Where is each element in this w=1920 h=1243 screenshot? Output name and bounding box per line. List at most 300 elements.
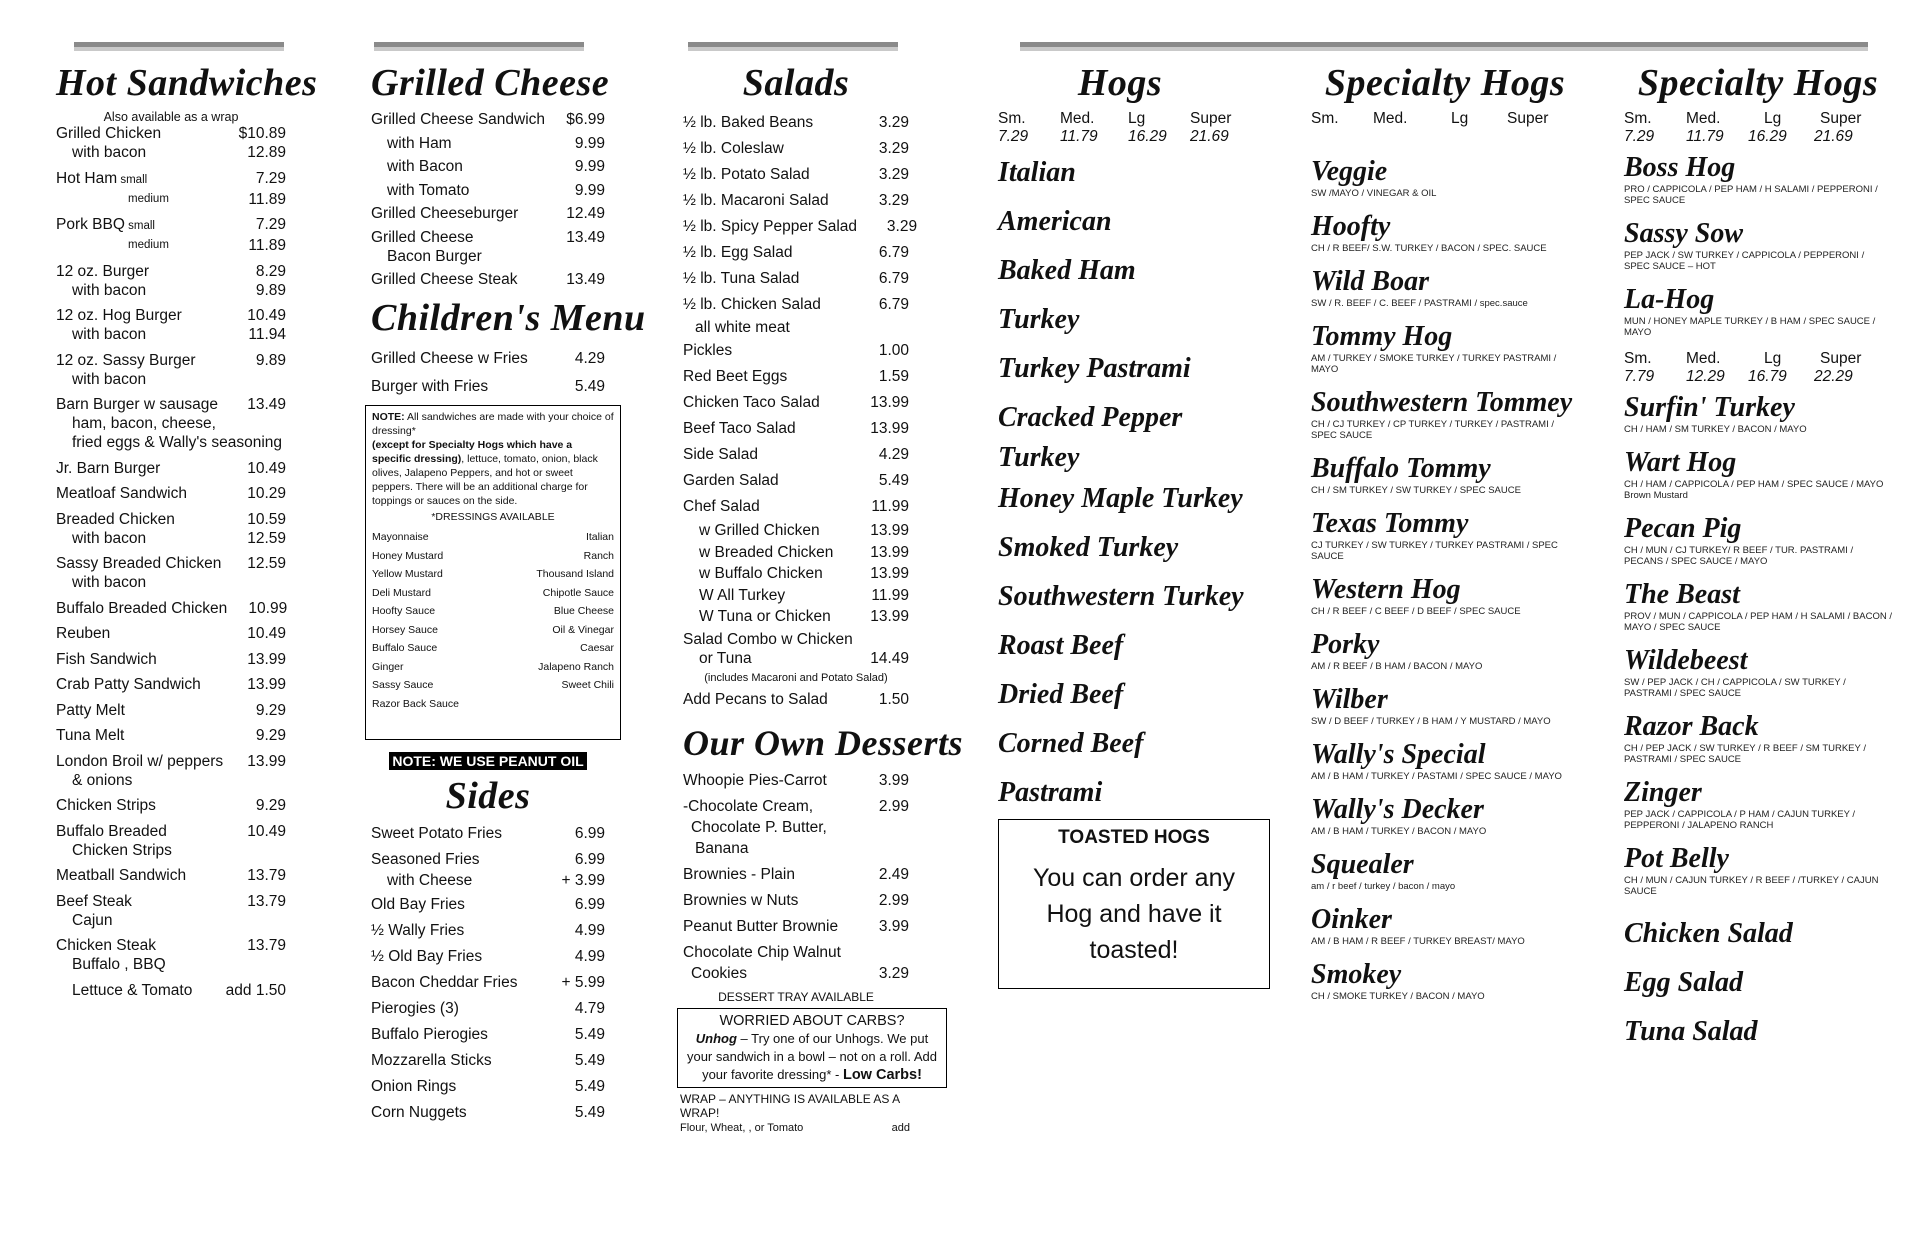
item-price: 3.99 (878, 771, 909, 789)
dressing-name: Caesar (580, 642, 614, 654)
menu-item (56, 726, 286, 745)
item-price: 13.49 (247, 396, 286, 413)
list-item (371, 1076, 605, 1098)
menu-item (371, 972, 605, 994)
section-title: Our Own Desserts (683, 722, 964, 763)
list-item (56, 822, 286, 841)
item-price: 6.79 (878, 296, 909, 313)
item-name: Buffalo , BBQ (72, 956, 166, 973)
item-name: w Grilled Chicken (699, 522, 820, 539)
list-item (371, 998, 605, 1020)
item-name: ½ lb. Chicken Salad (683, 296, 821, 313)
size-label: Lg (1764, 110, 1782, 127)
list-item (56, 911, 286, 930)
specialty-hog-name: Oinker (1311, 904, 1392, 935)
list-item (56, 370, 286, 389)
list-item (683, 338, 909, 364)
specialty-list (1624, 152, 1892, 338)
item-price: 9.89 (255, 351, 286, 369)
specialty-hog-ingredients: CH / HAM / CAPPICOLA / PEP HAM / SPEC SAUCE / MAYO Brown Mustard (1624, 479, 1884, 501)
dressing-row (372, 658, 614, 677)
dressing-name: Razor Back Sauce (372, 697, 459, 710)
list-item (683, 817, 909, 838)
list-item (683, 606, 909, 628)
item-name: Meatloaf Sandwich (56, 485, 187, 502)
item-name: Corn Nuggets (371, 1104, 467, 1121)
item-price: 3.29 (886, 218, 918, 235)
item-name: Jr. Barn Burger (56, 459, 161, 477)
item-price: 3.99 (878, 917, 909, 935)
carbs-box (677, 1008, 947, 1088)
specialty-hog-ingredients: SW / D BEEF / TURKEY / B HAM / Y MUSTARD / MAYO (1311, 716, 1551, 727)
item-price: 9.99 (574, 181, 605, 199)
menu-item (56, 752, 286, 790)
list-item (683, 266, 909, 292)
item-name: Buffalo Breaded Chicken (56, 599, 228, 617)
specialty-list (1624, 392, 1892, 897)
item-name: medium (128, 192, 169, 205)
specialty-hog-name: Hoofty (1311, 211, 1391, 242)
item-name: Sassy Breaded Chicken (56, 555, 222, 572)
sandwich-note-box (365, 405, 621, 740)
list-item (56, 955, 286, 974)
item-name: with bacon (72, 370, 147, 388)
item-price: 13.49 (566, 271, 605, 288)
menu-item (683, 916, 909, 937)
size-label: 7.29 (998, 128, 1029, 145)
item-name: Buffalo Pierogies (371, 1026, 488, 1043)
specialty-hog-ingredients: PEP JACK / CAPPICOLA / P HAM / CAJUN TURKEY / PEPPERONI / JALAPENO RANCH (1624, 809, 1856, 831)
hog-item: Baked Ham (998, 255, 1136, 286)
list-item (56, 892, 286, 911)
item-name: Crab Patty Sandwich (56, 676, 201, 693)
size-label: Med. (1686, 350, 1721, 367)
item-price: 13.99 (870, 543, 909, 561)
item-price: 12.49 (566, 205, 605, 222)
item-name: 12 oz. Hog Burger (56, 307, 182, 324)
specialty-hog-ingredients: CH / PEP JACK / SW TURKEY / R BEEF / SM TURKEY / PASTRAMI / SPEC SAUCE (1624, 743, 1866, 765)
size-headers (1624, 350, 1892, 368)
item-name: 12 oz. Burger (56, 262, 150, 280)
item-name: Chicken Strips (72, 841, 172, 859)
item-price: 6.99 (574, 825, 605, 842)
size-headers (1624, 110, 1892, 128)
list-item (56, 650, 286, 669)
toasted-hogs-box (998, 819, 1270, 989)
item-name: Grilled Cheeseburger (371, 205, 519, 222)
item-name: Onion Rings (371, 1078, 457, 1095)
dressing-row (372, 639, 614, 658)
list-item (371, 270, 605, 289)
list-item (56, 484, 286, 503)
item-price: 13.99 (247, 650, 286, 668)
size-label: Sm. (1624, 110, 1652, 127)
size-label: Super (1507, 110, 1549, 127)
item-name: Grilled Cheese Steak (371, 271, 518, 288)
divider (374, 42, 584, 51)
list-item (56, 726, 286, 745)
hog-item: Turkey Pastrami (998, 353, 1191, 384)
item-price: $6.99 (566, 111, 606, 128)
list-item (371, 157, 605, 176)
size-label: Super (1820, 110, 1862, 127)
menu-item (56, 124, 286, 162)
item-list (371, 345, 605, 401)
specialty-hog-name: Razor Back (1624, 711, 1759, 742)
menu-item (56, 701, 286, 720)
size-label: 16.29 (1748, 128, 1787, 145)
list-item (56, 236, 286, 255)
menu-item (56, 822, 286, 860)
specialty-hog-name: Tommy Hog (1311, 321, 1453, 352)
item-list (371, 110, 605, 289)
specialty-hog-name: Buffalo Tommy (1311, 453, 1491, 484)
item-name: W All Turkey (699, 586, 786, 604)
item-price: 10.29 (247, 485, 286, 502)
item-name: ½ lb. Tuna Salad (683, 270, 800, 287)
item-name: Red Beet Eggs (683, 368, 788, 385)
item-price: 6.79 (878, 270, 909, 287)
size-label: 16.79 (1748, 368, 1787, 385)
item-price: 4.99 (574, 948, 605, 965)
item-price (226, 911, 286, 930)
menu-item (56, 510, 286, 548)
size-label: 11.79 (1686, 128, 1724, 145)
specialty-hog-name: Porky (1311, 629, 1380, 660)
item-price: 13.99 (247, 676, 286, 693)
item-name: with bacon (72, 529, 147, 547)
list-item (683, 494, 909, 520)
menu-item (683, 796, 909, 859)
item-price (226, 573, 286, 592)
list-item (371, 134, 605, 153)
list-item (56, 143, 286, 162)
item-price: 10.49 (247, 459, 286, 477)
hot-sandwiches-section (56, 60, 318, 1006)
list-item (371, 1050, 605, 1072)
item-name: Cookies (691, 964, 747, 982)
hog-item: Southwestern Turkey (998, 581, 1244, 612)
specialty-hog-ingredients: CH / MUN / CAJUN TURKEY / R BEEF / /TURKEY / CAJUN SAUCE (1624, 875, 1879, 897)
item-price: 8.29 (255, 262, 286, 280)
item-name: Seasoned Fries (371, 851, 480, 868)
specialty-hog-ingredients: CH / R BEEF/ S.W. TURKEY / BACON / SPEC. SAUCE (1311, 243, 1547, 254)
menu-item (371, 920, 605, 942)
item-list (371, 823, 605, 1124)
dressing-name: Jalapeno Ranch (538, 660, 614, 673)
item-name: Cajun (72, 911, 113, 929)
specialty-hog-name: Wart Hog (1624, 447, 1737, 478)
dressing-row (372, 695, 614, 714)
dressing-name: Chipotle Sauce (542, 586, 614, 599)
menu-item (371, 849, 605, 890)
item-price: 9.99 (574, 134, 605, 152)
list-item (56, 573, 286, 592)
specialty-hog-ingredients: CH / HAM / SM TURKEY / BACON / MAYO (1624, 424, 1807, 435)
item-price: 12.59 (247, 555, 286, 572)
list-item (683, 390, 909, 416)
list-item (683, 442, 909, 468)
item-name: Barn Burger w sausage (56, 396, 218, 413)
menu-item (56, 351, 286, 389)
dressing-name: Honey Mustard (372, 549, 444, 562)
item-name: ½ Old Bay Fries (371, 948, 483, 965)
dressing-name: Thousand Island (536, 568, 614, 580)
item-price: 10.99 (248, 599, 288, 617)
list-item (683, 838, 909, 859)
hog-item: Italian (998, 157, 1076, 188)
specialty-hog-ingredients: AM / R BEEF / B HAM / BACON / MAYO (1311, 661, 1483, 672)
item-price: 9.89 (255, 281, 286, 299)
size-label: Med. (1373, 110, 1408, 127)
extras-list (1624, 909, 1892, 1056)
specialty-hog-ingredients: CH / R BEEF / C BEEF / D BEEF / SPEC SAUCE (1311, 606, 1521, 617)
item-price (226, 370, 286, 389)
list-item (56, 215, 286, 236)
hog-item: Dried Beef (998, 679, 1124, 710)
list-item (56, 395, 286, 414)
item-name: Mozzarella Sticks (371, 1052, 492, 1069)
menu-item (683, 890, 909, 911)
item-price: 13.79 (247, 892, 286, 910)
item-price: 5.49 (574, 378, 605, 395)
menu-item (371, 998, 605, 1020)
menu-item (56, 554, 286, 592)
dressing-name: Ranch (583, 549, 614, 562)
specialty-hogs-section-1 (1311, 60, 1579, 1014)
menu-item (371, 157, 605, 176)
divider (1020, 42, 1868, 51)
list-item (371, 204, 605, 223)
size-label: Lg (1764, 350, 1782, 367)
item-list (683, 770, 909, 984)
specialty-hog-ingredients: AM / B HAM / R BEEF / TURKEY BREAST/ MAYO (1311, 936, 1525, 947)
hog-item: Smoked Turkey (998, 532, 1179, 563)
list-item (683, 364, 909, 390)
list-item (371, 823, 605, 845)
item-price: 2.99 (878, 797, 909, 815)
list-item (56, 281, 286, 300)
item-list (683, 110, 918, 628)
menu-item (371, 1024, 605, 1046)
item-price (226, 955, 286, 974)
menu-item (371, 823, 605, 845)
menu-item (683, 770, 909, 791)
dressing-row (372, 547, 614, 566)
list-item (683, 942, 909, 963)
list-item (371, 228, 605, 247)
menu-item (56, 395, 286, 452)
item-name: Burger with Fries (371, 378, 489, 395)
item-price: 1.59 (878, 368, 909, 385)
item-name: Grilled Cheese (371, 228, 474, 246)
menu-item (56, 796, 286, 815)
list-item (371, 946, 605, 968)
item-price: 5.49 (574, 1026, 605, 1043)
size-label: Super (1820, 350, 1862, 367)
combo-note: (includes Macaroni and Potato Salad) (704, 671, 888, 684)
item-price: 11.89 (248, 237, 286, 254)
specialty-hog-ingredients: CH / SMOKE TURKEY / BACON / MAYO (1311, 991, 1485, 1002)
menu-item (371, 1050, 605, 1072)
item-price: 13.49 (566, 228, 605, 246)
list-item (683, 963, 909, 984)
item-name: Brownies - Plain (683, 865, 795, 883)
list-item (56, 599, 286, 618)
size-label: Sm. (998, 110, 1026, 127)
item-name: Peanut Butter Brownie (683, 917, 839, 935)
item-sub: all white meat (695, 319, 790, 336)
specialty-hog-ingredients: CJ TURKEY / SW TURKEY / TURKEY PASTRAMI / SPEC SAUCE (1311, 540, 1558, 562)
item-sub: Bacon Burger (387, 247, 482, 265)
list-item (56, 936, 286, 955)
menu-item (371, 946, 605, 968)
dressing-name: Sweet Chili (561, 679, 614, 691)
item-price: 4.29 (574, 350, 605, 367)
item-name: Sweet Potato Fries (371, 825, 502, 842)
item-name: ½ lb. Macaroni Salad (683, 192, 829, 209)
specialty-hog-ingredients: CH / CJ TURKEY / CP TURKEY / TURKEY / PASTRAMI / SPEC SAUCE (1311, 419, 1555, 441)
specialty-hog-ingredients: SW / PEP JACK / CH / CAPPICOLA / SW TURKEY / PASTRAMI / SPEC SAUCE (1624, 677, 1846, 699)
item-name: with bacon (72, 144, 147, 161)
item-price (226, 414, 286, 433)
hog-item: Honey Maple Turkey (998, 483, 1243, 514)
item-name: Breaded Chicken (56, 510, 175, 528)
list-item (56, 414, 286, 433)
item-price (849, 838, 909, 859)
size-label: 12.29 (1686, 368, 1725, 385)
salads-section (680, 60, 964, 1134)
specialty-hog-ingredients: AM / B HAM / TURKEY / PASTAMI / SPEC SAUCE / MAYO (1311, 771, 1562, 782)
item-name: London Broil w/ peppers (56, 752, 224, 770)
item-name: ham, bacon, cheese, (72, 415, 216, 432)
list-item (56, 510, 286, 529)
list-item (683, 110, 909, 136)
size-headers (998, 110, 1262, 128)
item-name: w Breaded Chicken (699, 543, 834, 561)
item-name: Grilled Chicken (56, 125, 162, 142)
item-price: 4.79 (574, 1000, 605, 1017)
specialty-hog-ingredients: CH / SM TURKEY / SW TURKEY / SPEC SAUCE (1311, 485, 1521, 496)
extra-item: Chicken Salad (1624, 918, 1793, 949)
item-price: + 3.99 (561, 872, 605, 889)
specialty-hog-ingredients: AM / TURKEY / SMOKE TURKEY / TURKEY PASTRAMI / MAYO (1311, 353, 1557, 375)
dressing-row (372, 584, 614, 603)
list-item (683, 796, 909, 817)
list-item (683, 188, 909, 214)
list-item (371, 373, 605, 401)
item-price: 13.99 (870, 522, 909, 539)
list-item (56, 351, 286, 370)
dressing-row (372, 602, 614, 621)
list-item (56, 124, 286, 143)
item-name: with bacon (72, 281, 147, 299)
menu-item (371, 1102, 605, 1124)
item-price: 11.94 (248, 326, 286, 343)
item-name: 12 oz. Sassy Burger (56, 351, 196, 369)
list-item (56, 169, 286, 190)
item-name: medium (128, 239, 169, 251)
item-price: 3.29 (878, 114, 909, 131)
menu-item (56, 306, 286, 344)
size-headers (1311, 110, 1579, 128)
item-price: 13.99 (247, 752, 286, 770)
list-item (683, 542, 909, 564)
item-name: Pork BBQ small (56, 216, 155, 233)
specialty-hog-name: Pecan Pig (1624, 513, 1742, 544)
list-item (56, 866, 286, 885)
wrap-note: Also available as a wrap (103, 110, 239, 124)
list-item (683, 292, 909, 318)
item-name: Banana (695, 839, 749, 857)
item-price: 6.99 (574, 851, 605, 868)
dressing-name: Deli Mustard (372, 586, 431, 599)
item-name: with Bacon (387, 158, 463, 175)
dessert-tray-note: DESSERT TRAY AVAILABLE (718, 989, 874, 1004)
dressing-name: Horsey Sauce (372, 623, 438, 636)
item-price: 5.49 (574, 1052, 605, 1069)
item-price: 5.49 (878, 472, 909, 489)
menu-item (371, 270, 605, 289)
item-name: Reuben (56, 625, 111, 642)
item-price: 6.99 (574, 896, 605, 913)
item-price: 13.99 (870, 420, 909, 437)
specialty-hog-name: Western Hog (1311, 574, 1461, 605)
list-item (56, 459, 286, 478)
item-name: Fish Sandwich (56, 650, 157, 668)
item-price: 10.49 (247, 625, 286, 642)
section-title: Specialty Hogs (1324, 62, 1566, 104)
size-label: 22.29 (1814, 368, 1853, 385)
item-list (56, 124, 286, 1000)
item-name: Chocolate P. Butter, (691, 818, 827, 836)
menu-item (371, 228, 605, 266)
item-price: 5.49 (574, 1078, 605, 1095)
item-name: Patty Melt (56, 701, 125, 719)
list-item (56, 771, 286, 790)
specialty-hog-name: Wilber (1311, 684, 1388, 715)
size-label: Lg (1128, 110, 1146, 127)
hog-item: American (998, 206, 1112, 237)
list-item (371, 110, 605, 129)
note-label: NOTE: (372, 411, 405, 423)
item-price: 3.29 (878, 192, 909, 209)
item-name: Grilled Cheese Sandwich (371, 111, 546, 128)
item-name: Lettuce & Tomato (72, 981, 193, 999)
list-item (56, 675, 286, 694)
item-price: add 1.50 (225, 981, 286, 999)
specialty-hog-ingredients: CH / MUN / CJ TURKEY/ R BEEF / TUR. PASTRAMI / PECANS / SPEC SAUCE / MAYO (1624, 545, 1854, 567)
size-prices (1624, 368, 1892, 386)
list-item (371, 972, 605, 994)
unhog-label: Unhog (695, 1030, 737, 1046)
menu-item (371, 204, 605, 223)
specialty-hog-ingredients: PROV / MUN / CAPPICOLA / PEP HAM / H SALAMI / BACON / MAYO / SPEC SAUCE (1624, 611, 1892, 633)
menu-item (56, 484, 286, 503)
menu-item (371, 110, 605, 129)
toasted-heading: TOASTED HOGS (1058, 827, 1210, 848)
menu-item (56, 866, 286, 885)
item-price: 11.89 (248, 190, 286, 208)
menu-item (56, 459, 286, 478)
list-item (371, 345, 605, 373)
item-price: 5.49 (574, 1104, 605, 1121)
size-prices (1624, 128, 1892, 146)
list-item (683, 468, 909, 494)
specialty-hog-ingredients: PEP JACK / SW TURKEY / CAPPICOLA / PEPPERONI / SPEC SAUCE – HOT (1624, 250, 1865, 272)
item-price: 7.29 (255, 169, 286, 187)
specialty-hog-name: The Beast (1624, 579, 1740, 610)
